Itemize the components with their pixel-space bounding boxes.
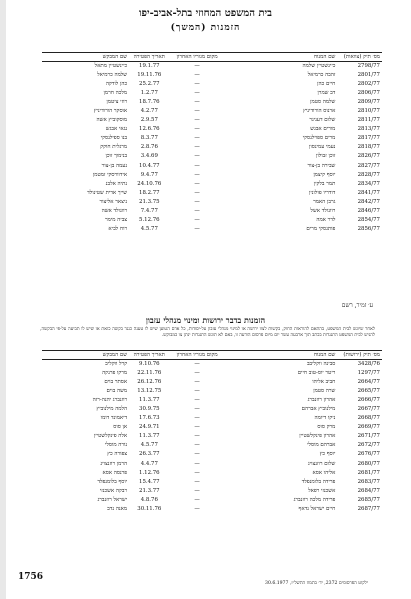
death-date-cell: 4.2.77 [140, 108, 158, 115]
table-row [42, 98, 382, 107]
file-number-cell: 2672/77 [357, 442, 380, 449]
death-date-cell: 24.9.71 [139, 424, 160, 431]
requester-cell: אלה פינקלשטיין [93, 433, 128, 440]
section-title: הזמנות (המשך) [170, 23, 241, 33]
deceased-name-cell: פרידה בלומנפלד [301, 478, 336, 485]
requester-cell: מרגלית חוקק [100, 144, 128, 151]
inheritance-intro-text: לאחר שיוגש לבית המשפט, בהתאם להוראות החוק, בקשות לצוו ירושה או למינוי מנהלי עזבון על-יסודות, כל אדם הטוען שיש לו טענה כנגד בקשה כזאת או שיש לו תביעה על-פי הבקשה, להגיש לבית המשפט התנגדות בכתב תוך ארבעה עשר יום מיום פרסום הודעה זו, באם לא תוגש התנגדות ינתן צו כמבוקש. [40, 327, 375, 338]
table-row [42, 143, 382, 152]
death-date-cell: 4.8.76 [140, 496, 158, 503]
death-date-cell: 19.11.76 [137, 72, 162, 79]
residence-cell: — [194, 180, 200, 187]
table-row [42, 189, 382, 198]
residence-cell: — [194, 225, 200, 232]
file-number-cell: 2818/77 [357, 144, 380, 151]
table-row [42, 360, 382, 370]
requester-cell: משה בוים [106, 388, 128, 395]
death-date-cell: 4.4.77 [140, 460, 158, 467]
table-row [42, 134, 382, 143]
residence-cell: — [194, 487, 200, 494]
table-row [42, 487, 382, 496]
requester-cell: אן סוס [113, 424, 128, 431]
file-number-cell: 2828/77 [357, 171, 380, 178]
residence-cell: — [194, 126, 200, 133]
col-deceased: שם המנוח [225, 351, 338, 360]
deceased-name-cell: שרה סטמן [313, 388, 336, 395]
file-number-cell: 2801/77 [357, 72, 380, 79]
table-row [42, 405, 382, 414]
col-file-number: מס׳ תיק (צוואות) [337, 53, 382, 62]
table-row [42, 107, 382, 116]
death-date-cell: 1.12.76 [139, 469, 160, 476]
residence-cell: — [194, 424, 200, 431]
death-date-cell: 17.6.73 [139, 415, 160, 422]
file-number-cell: 2811/77 [357, 117, 380, 124]
table-row [42, 396, 382, 405]
death-date-cell: 18.2.77 [139, 189, 160, 196]
table-row [42, 198, 382, 207]
deceased-name-cell: אברהם מוסלי [307, 442, 336, 449]
file-number-cell: 2683/77 [357, 478, 380, 485]
deceased-name-cell: מרים ספוילנסקי [302, 135, 336, 142]
file-number-cell: 2668/77 [357, 415, 380, 422]
deceased-name-cell: יוסף קיצמן [313, 171, 336, 178]
deceased-name-cell: חיים כהן [317, 81, 336, 88]
file-number-cell: 2810/77 [357, 108, 380, 115]
file-number-cell: 2669/77 [357, 424, 380, 431]
residence-cell: — [194, 117, 200, 124]
deceased-name-cell: סבינה ווקליבב [306, 361, 336, 367]
death-date-cell: 12.6.76 [139, 126, 160, 133]
file-number-cell: 2671/77 [357, 433, 380, 440]
deceased-name-cell: פותגסקי מרים [306, 225, 336, 232]
death-date-cell: 1.2.77 [140, 90, 158, 97]
residence-cell: — [194, 135, 200, 142]
death-date-cell: 30.11.76 [137, 505, 162, 512]
deceased-name-cell: אשכנזי רפאל [308, 487, 336, 494]
deceased-name-cell: אהרון פינקלשטיין [299, 433, 336, 440]
requester-cell: שייך אדית שטינולד [87, 189, 128, 196]
requester-cell: פרנסה אסא [102, 469, 128, 476]
residence-cell: — [194, 189, 200, 196]
residence-cell: — [194, 397, 200, 404]
table-row [42, 369, 382, 378]
residence-cell: — [194, 81, 200, 88]
table-row [42, 225, 382, 234]
table-row [42, 460, 382, 469]
death-date-cell: 24.10.76 [137, 180, 162, 187]
death-date-cell: 10.4.77 [139, 162, 160, 169]
residence-cell: — [194, 478, 200, 485]
deceased-name-cell: אהרון רוזנברג [307, 397, 336, 404]
death-date-cell: 18.7.76 [139, 99, 160, 106]
death-date-cell: 7.4.77 [140, 207, 158, 214]
deceased-name-cell: ארנוס הורודיניץ [303, 108, 336, 115]
wills-table-body [42, 62, 382, 234]
file-number-cell: 2664/77 [357, 379, 380, 386]
requester-cell: יוסף בלומנפלד [97, 478, 128, 485]
death-date-cell: 19.1.77 [139, 63, 160, 69]
residence-cell: — [194, 496, 200, 503]
file-number-cell: 2842/77 [357, 198, 380, 205]
file-number-cell: 2666/77 [357, 397, 380, 404]
file-number-cell: 2680/77 [357, 460, 380, 467]
residence-cell: — [194, 153, 200, 160]
col-last-residence: מקום מגוריו האחרון [170, 351, 225, 360]
residence-cell: — [194, 442, 200, 449]
table-row [42, 171, 382, 180]
requester-cell: ניצאר אליצור [99, 198, 128, 205]
col-death-date: תאריך הפטירה [129, 351, 169, 360]
requester-cell: שלמה כרמיאל [97, 72, 128, 79]
table-row [42, 496, 382, 505]
file-number-cell: 2817/77 [357, 135, 380, 142]
deceased-name-cell: זהבה כרמיאל [307, 72, 336, 79]
table-row [42, 469, 382, 478]
file-number-cell: 2841/77 [357, 189, 380, 196]
death-date-cell: 5.12.76 [139, 216, 160, 223]
deceased-name-cell: ריטר יוס-טוב חיים [297, 370, 336, 377]
file-number-cell: 2665/77 [357, 388, 380, 395]
requester-cell: בנימוך זוכן [105, 153, 128, 160]
deceased-name-cell: שלמה סטמן [310, 99, 336, 106]
residence-cell: — [194, 144, 200, 151]
file-number-cell: 2813/77 [357, 126, 380, 133]
requester-cell: אוסקר הורודיניץ [93, 108, 128, 115]
requester-cell: נורה מוסלי [104, 442, 128, 449]
residence-cell: — [194, 198, 200, 205]
residence-cell: — [194, 63, 200, 69]
residence-cell: — [194, 108, 200, 115]
residence-cell: — [194, 370, 200, 377]
file-number-cell: 2827/77 [357, 162, 380, 169]
residence-cell: — [194, 415, 200, 422]
death-date-cell: 25.2.77 [139, 81, 160, 88]
requester-cell: נעמה בן-צור [101, 162, 128, 169]
death-date-cell: 8.3.77 [140, 135, 158, 142]
table-row [42, 450, 382, 459]
death-date-cell: 11.3.77 [139, 433, 160, 440]
death-date-cell: 11.3.77 [139, 397, 160, 404]
deceased-name-cell: חיים ישראל נדאף [298, 505, 336, 512]
residence-cell: — [194, 90, 200, 97]
inheritance-table-body [42, 360, 382, 514]
death-date-cell: 9.4.77 [140, 171, 158, 178]
requester-cell: בנו ספילנסקי [100, 135, 128, 142]
file-number-cell: 2809/77 [357, 99, 380, 106]
requester-cell: קרל ווקליב [105, 361, 128, 367]
residence-cell: — [194, 451, 200, 458]
death-date-cell: 22.11.76 [137, 370, 162, 377]
table-row [42, 162, 382, 171]
file-number-cell: 2806/77 [357, 90, 380, 97]
table-row [42, 478, 382, 487]
residence-cell: — [194, 162, 200, 169]
table-row [42, 180, 382, 189]
file-number-cell: 2846/77 [357, 207, 380, 214]
col-deceased: שם המנוח [225, 53, 338, 62]
table-row [42, 207, 382, 216]
file-number-cell: 2676/77 [357, 451, 380, 458]
inheritance-section-title: הזמנות בדבר ירושות ומינוי מנהלי עזבון [145, 315, 266, 325]
file-number-cell: 2834/77 [357, 180, 380, 187]
death-date-cell: 4.5.77 [140, 225, 158, 232]
file-number-cell: 2856/77 [357, 225, 380, 232]
requester-cell: מלכה חרמן [103, 90, 128, 97]
table-row [42, 89, 382, 98]
file-number-cell: 2681/77 [357, 469, 380, 476]
death-date-cell: 4.5.77 [140, 442, 158, 449]
death-date-cell: 2.9.57 [140, 117, 158, 124]
requester-cell: אסתר בוים [104, 379, 128, 386]
file-number-cell: 3428/76 [357, 361, 380, 367]
page-edge-shadow [0, 0, 6, 599]
table-row [42, 387, 382, 396]
table-row [42, 441, 382, 450]
court-title: בית המשפט המחוזי בתל-אביב-יפו [139, 8, 272, 19]
file-number-cell: 2684/77 [357, 487, 380, 494]
residence-cell: — [194, 505, 200, 512]
requester-cell: רוונולד אשה [101, 207, 128, 214]
table-row [42, 116, 382, 125]
deceased-name-cell: יוסף כץ [319, 451, 336, 458]
inheritance-table [42, 350, 382, 514]
publication-footer: ילקוט הפרסומים 2372, יד׳ בתמוז התשל״ז, 30.6.1977 [265, 581, 368, 586]
residence-cell: — [194, 72, 200, 79]
registrar-signature: ע׳ זמיר, רשם [341, 302, 373, 309]
death-date-cell: 3.4.69 [140, 153, 158, 160]
deceased-name-cell: תמר בלקין [313, 180, 336, 187]
file-number-cell: 2798/77 [357, 63, 380, 69]
col-requester: שם המבקש [42, 53, 129, 62]
file-number-cell: 2687/77 [357, 505, 380, 512]
deceased-name-cell: אליהו אסא [312, 469, 336, 476]
death-date-cell: 21.3.77 [139, 487, 160, 494]
requester-cell: נגאי אבגש [105, 126, 128, 133]
death-date-cell: 21.3.75 [139, 198, 160, 205]
deceased-name-cell: דב שמרן [317, 90, 336, 97]
deceased-name-cell: לדר אמה [316, 216, 336, 223]
table-row [42, 432, 382, 441]
death-date-cell: 2.8.76 [140, 144, 158, 151]
table-header-row [42, 53, 382, 62]
table-row [42, 71, 382, 80]
col-death-date: תאריך הפטירה [129, 53, 169, 62]
col-requester: שם המבקש [42, 351, 129, 360]
requester-cell: דיאמונד דומו [100, 415, 128, 422]
deceased-name-cell: כיינשטיין שלמה [302, 63, 336, 69]
deceased-name-cell: גרבן האמר [313, 198, 336, 205]
residence-cell: — [194, 216, 200, 223]
table-header-row [42, 351, 382, 360]
deceased-name-cell: שלום רוזנצויג [307, 460, 336, 467]
requester-cell: הרמן רוזנצויג [100, 460, 128, 467]
residence-cell: — [194, 361, 200, 367]
requester-cell: ישראל רוזנברג [97, 496, 128, 503]
requester-cell: הלמה מילנוביץ [96, 406, 128, 413]
col-last-residence: מקום מגוריו האחרון [170, 53, 225, 62]
requester-cell: נתיה אלבנ [105, 180, 128, 187]
table-row [42, 80, 382, 89]
deceased-name-cell: שלום דענינר [309, 117, 336, 124]
requester-cell: צביה מימר [105, 216, 128, 223]
residence-cell: — [194, 207, 200, 214]
residence-cell: — [194, 171, 200, 178]
table-row [42, 414, 382, 423]
table-row [42, 216, 382, 225]
requester-cell: רבקה אשכנזי [99, 487, 128, 494]
requester-cell: רוח לביא [108, 225, 128, 232]
deceased-name-cell: פרידה מלכה רוזנברג [293, 496, 336, 503]
deceased-name-cell: זוכן זבולון [316, 153, 336, 160]
residence-cell: — [194, 469, 200, 476]
residence-cell: — [194, 406, 200, 413]
deceased-name-cell: מרק סוס [317, 424, 336, 431]
requester-cell: מוסקוביץ אשה [96, 117, 128, 124]
deceased-name-cell: דודריו פולונין [309, 189, 336, 196]
death-date-cell: 15.4.77 [139, 478, 160, 485]
requester-cell: אידוורסקי זמטמן [92, 171, 128, 178]
death-date-cell: 26.12.76 [137, 379, 162, 386]
file-number-cell: 2685/77 [357, 496, 380, 503]
page-number: 1756 [18, 572, 44, 582]
deceased-name-cell: נעמי עמינסון [309, 144, 336, 151]
residence-cell: — [194, 379, 200, 386]
requester-cell: מרקו פרנקה [102, 370, 128, 377]
residence-cell: — [194, 433, 200, 440]
death-date-cell: 13.12.75 [137, 388, 162, 395]
table-row [42, 62, 382, 72]
table-row [42, 423, 382, 432]
table-row [42, 125, 382, 134]
table-row [42, 152, 382, 161]
residence-cell: — [194, 460, 200, 467]
requester-cell: כהן לודקה [105, 81, 128, 88]
table-row [42, 505, 382, 514]
death-date-cell: 9.10.76 [139, 361, 160, 367]
death-date-cell: 26.3.77 [139, 451, 160, 458]
file-number-cell: 1297/77 [357, 370, 380, 377]
requester-cell: מאנה נדב [107, 505, 128, 512]
deceased-name-cell: רוונולד אשל [310, 207, 336, 214]
deceased-name-cell: שבירה בן-צור [307, 162, 336, 169]
file-number-cell: 2802/77 [357, 81, 380, 88]
requester-cell: צפורה כץ [107, 451, 128, 458]
residence-cell: — [194, 99, 200, 106]
deceased-name-cell: מילנוביץ אברהם [301, 406, 336, 413]
deceased-name-cell: חביב אליהו [312, 379, 336, 386]
deceased-name-cell: מורים אבגש [310, 126, 336, 133]
requester-cell: כיינשטיין מתאל [94, 63, 128, 69]
residence-cell: — [194, 388, 200, 395]
col-file-number: מס׳ תיק (ירושות) [337, 351, 382, 360]
wills-table [42, 52, 382, 234]
deceased-name-cell: ניקו דיומה [314, 415, 336, 422]
requester-cell: רוזנברג יהנה-רזה [92, 397, 128, 404]
death-date-cell: 30.9.75 [139, 406, 160, 413]
file-number-cell: 2667/77 [357, 406, 380, 413]
file-number-cell: 2854/77 [357, 216, 380, 223]
table-row [42, 378, 382, 387]
file-number-cell: 2826/77 [357, 153, 380, 160]
requester-cell: רוזי ציטמן [106, 99, 128, 106]
